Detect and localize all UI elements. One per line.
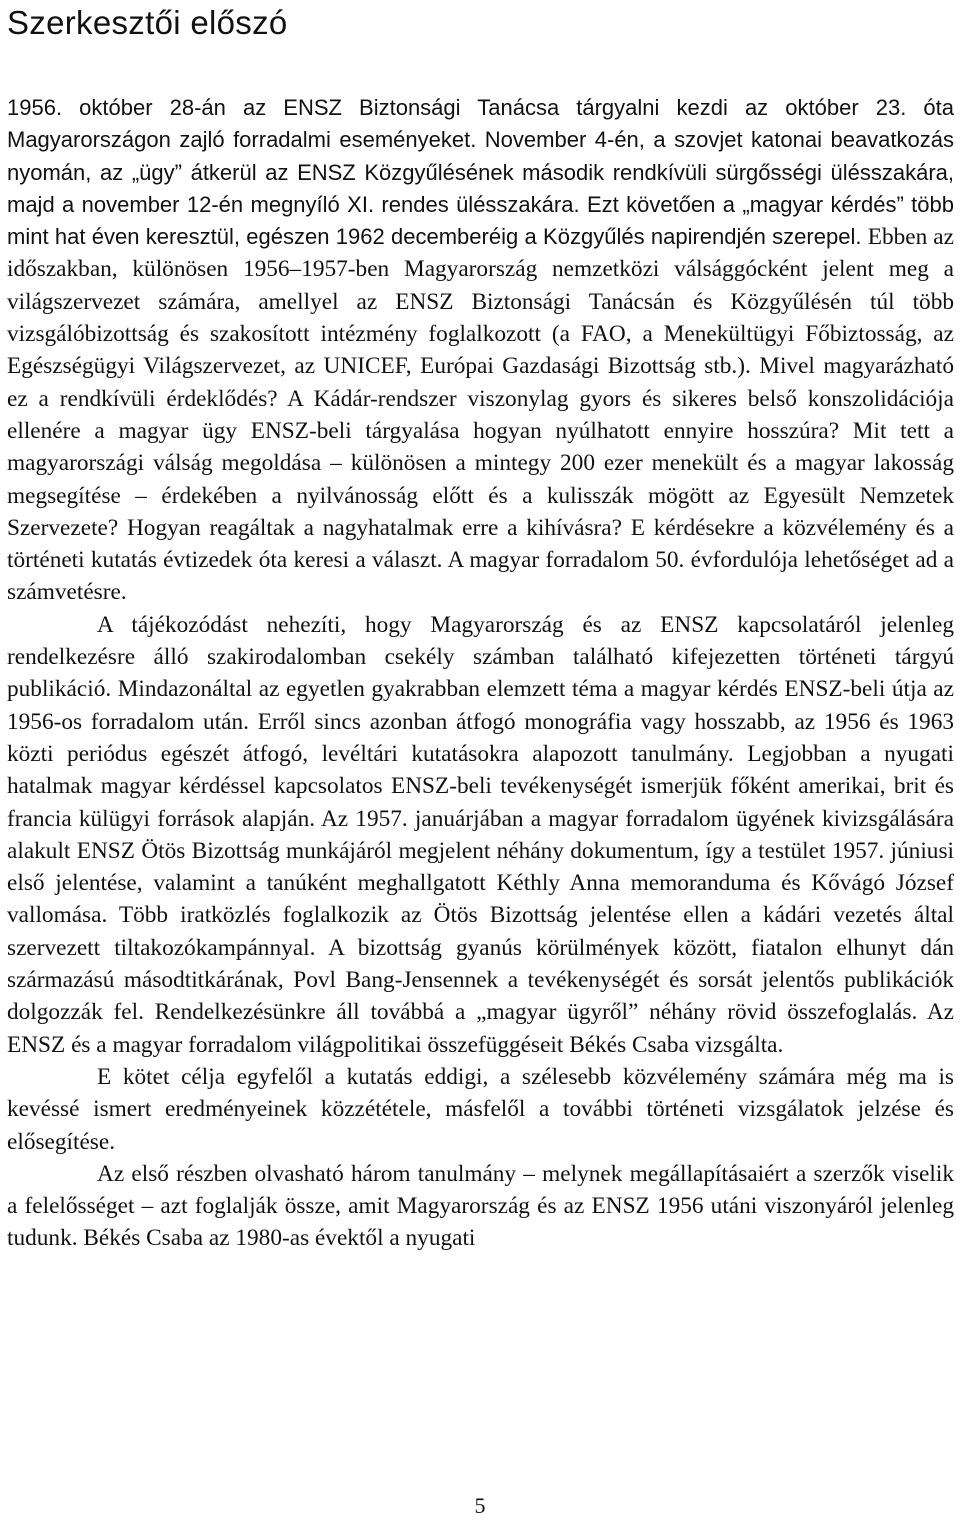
paragraph-1-sans-text: 1956. október 28-án az ENSZ Biztonsági Tanácsa tárgyalni kezdi az október 23. óta Magyarországon zajló forradalmi eseményeket. November 4-én, a szovjet katonai beavatkozás nyomán, az „ügy” átkerül az ENSZ Közgyűlésének második rendkívüli sürgősségi ülésszakára, majd a november 12-én megnyíló XI. rendes ülésszakára. Ezt követően a „magyar kérdés” több mint hat éven keresztül, egészen 1962 decemberéig a Közgyűlés napirendjén szerepel. xyxy=(7,95,954,250)
page-number: 5 xyxy=(474,1493,486,1518)
paragraph-4: Az első részben olvasható három tanulmány – melynek megállapításaiért a szerzők viselik a felelősséget – azt foglalják össze, amit Magyarország és az ENSZ 1956 utáni viszonyáról jelenleg tudunk. Békés Csaba az 1980-as évektől a nyugati xyxy=(7,1160,954,1252)
paragraph-2: A tájékozódást nehezíti, hogy Magyarország és az ENSZ kapcsolatáról jelenleg rendelkezésre álló szakirodalomban csekély számban található kifejezetten történeti tárgyú publikáció. Mindazonáltal az egyetlen gyakrabban elemzett téma a magyar kérdés ENSZ-beli útja az 1956-os forradalom után. Erről sincs azonban átfogó monográfia vagy hosszabb, az 1956 és 1963 közti periódus egészét átfogó, levéltári kutatásokra alapozott tanulmány. Legjobban a nyugati hatalmak magyar kérdéssel kapcsolatos ENSZ-beli tevékenységét ismerjük főként amerikai, brit és francia külügyi források alapján. Az 1957. januárjában a magyar forradalom ügyének kivizsgálására alakult ENSZ Ötös Bizottság munkájáról megjelent néhány dokumentum, így a testület 1957. júniusi első jelentése, valamint a tanúként meghallgatott Kéthly Anna memoranduma és Kővágó József vallomása. Több iratközlés foglalkozik az Ötös Bizottság jelentése ellen a kádári vezetés által szervezett tiltakozókampánnyal. A bizottság gyanús körülmények között, fiatalon elhunyt dán származású másodtitkárának, Povl Bang-Jensennek a tevékenységét és sorsát jelentős publikációk dolgozzák fel. Rendelkezésünkre áll továbbá a „magyar ügyről” néhány rövid összefoglalás. Az ENSZ és a magyar forradalom világpolitikai összefüggéseit Békés Csaba vizsgálta. xyxy=(7,611,954,1058)
paragraph-3: E kötet célja egyfelől a kutatás eddigi, a szélesebb közvélemény számára még ma is kevéssé ismert eredményeinek közzététele, másfelől a további történeti vizsgálatok jelzése és elősegítése. xyxy=(7,1063,954,1155)
paragraph-1-serif-text: Ebben az időszakban, különösen 1956–1957-ben Magyarország nemzetközi válsággócként jelent meg a világszervezet számára, amellyel az ENSZ Biztonsági Tanácsán és Közgyűlésén túl több vizsgálóbizottság és szakosított intézmény foglalkozott (a FAO, a Menekültügyi Főbiztosság, az Egészségügyi Világszervezet, az UNICEF, Európai Gazdasági Bizottság stb.). Mivel magyarázható ez a rendkívüli érdeklődés? A Kádár-rendszer viszonylag gyors és sikeres belső konszolidációja ellenére a magyar ügy ENSZ-beli tárgyalása hogyan nyúlhatott ennyire hosszúra? Mit tett a magyarországi válság megoldása – különösen a mintegy 200 ezer menekült és a magyar lakosság megsegítése – érdekében a nyilvánosság előtt és a kulisszák mögött az Egyesült Nemzetek Szervezete? Hogyan reagáltak a nagyhatalmak erre a kihívásra? E kérdésekre a közvélemény és a történeti kutatás évtizedek óta keresi a választ. A magyar forradalom 50. évfordulója lehetőséget ad a számvetésre. xyxy=(7,224,954,606)
page-title: Szerkesztői előszó xyxy=(7,4,288,41)
paragraph-1 xyxy=(7,92,954,609)
